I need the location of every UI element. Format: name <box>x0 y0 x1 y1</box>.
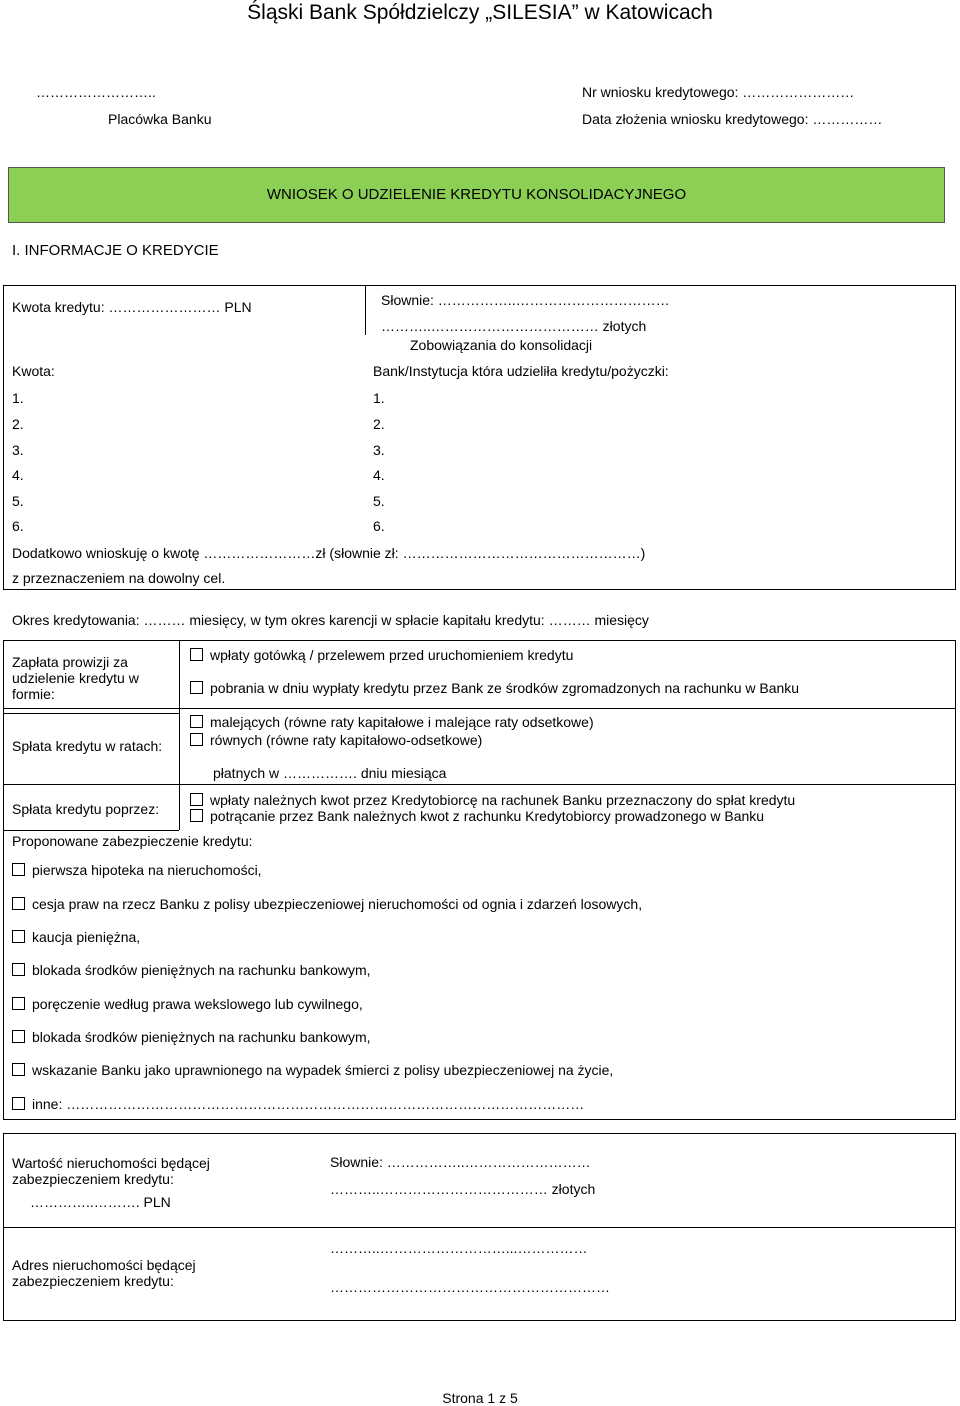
lender-row[interactable]: 1. <box>373 390 385 406</box>
security-heading: Proponowane zabezpieczenie kredytu: <box>12 833 253 849</box>
application-date-field[interactable]: Data złożenia wniosku kredytowego: …………… <box>582 111 883 127</box>
property-value-label: Wartość nieruchomości będącej zabezpieczeniem kredytu: <box>12 1155 210 1187</box>
commission-option[interactable]: pobrania w dniu wypłaty kredytu przez Bank ze środków zgromadzonych na rachunku w Banku <box>190 680 799 696</box>
security-option[interactable]: cesja praw na rzecz Banku z polisy ubezpieczeniowej nieruchomości od ognia i zdarzeń losowych, <box>12 896 642 912</box>
security-option[interactable]: inne: ………………………………………………………………………………………………… <box>12 1096 584 1112</box>
checkbox-icon[interactable] <box>12 1030 25 1043</box>
credit-period-field[interactable]: Okres kredytowania: ……… miesięcy, w tym okres karencji w spłacie kapitału kredytu: ……… miesięcy <box>12 612 649 628</box>
branch-label: Placówka Banku <box>108 111 212 127</box>
checkbox-icon[interactable] <box>190 733 203 746</box>
checkbox-icon[interactable] <box>12 997 25 1010</box>
checkbox-icon[interactable] <box>12 963 25 976</box>
commission-label: Zapłata prowizji za udzielenie kredytu w formie: <box>12 654 139 702</box>
security-option[interactable]: blokada środków pieniężnych na rachunku bankowym, <box>12 962 371 978</box>
lender-row[interactable]: 3. <box>373 442 385 458</box>
divider <box>365 285 366 335</box>
amount-in-words-field[interactable]: Słownie: ……………..…………………………… <box>381 292 670 308</box>
lender-column-label: Bank/Instytucja która udzieliła kredytu/pożyczki: <box>373 363 669 379</box>
additional-amount-field[interactable]: Dodatkowo wnioskuję o kwotę ……………………zł (słownie zł: ……………………………………………) <box>12 545 646 561</box>
security-option[interactable]: kaucja pieniężna, <box>12 929 140 945</box>
installment-option[interactable]: malejących (równe raty kapitałowe i malejące raty odsetkowe) <box>190 714 594 730</box>
checkbox-icon[interactable] <box>12 930 25 943</box>
amount-row[interactable]: 4. <box>12 467 24 483</box>
checkbox-icon[interactable] <box>12 863 25 876</box>
divider <box>3 1227 956 1228</box>
page-number: Strona 1 z 5 <box>442 1390 518 1406</box>
divider <box>3 713 179 714</box>
lender-row[interactable]: 4. <box>373 467 385 483</box>
payable-day-field[interactable]: płatnych w ……………. dniu miesiąca <box>213 765 447 781</box>
property-address-line2[interactable]: …………………………………………………… <box>330 1279 610 1295</box>
additional-amount-purpose: z przeznaczeniem na dowolny cel. <box>12 570 226 586</box>
checkbox-icon[interactable] <box>190 648 203 661</box>
amount-row[interactable]: 3. <box>12 442 24 458</box>
property-value-words-field[interactable]: Słownie: ……………..……………………… <box>330 1154 591 1170</box>
payments-box <box>3 640 956 1120</box>
security-option[interactable]: poręczenie według prawa wekslowego lub cywilnego, <box>12 996 363 1012</box>
security-option[interactable]: wskazanie Banku jako uprawnionego na wypadek śmierci z polisy ubezpieczeniowej na życie, <box>12 1062 613 1078</box>
form-title: WNIOSEK O UDZIELENIE KREDYTU KONSOLIDACYJNEGO <box>266 186 687 203</box>
commission-option[interactable]: wpłaty gotówką / przelewem przed uruchomieniem kredytu <box>190 647 573 663</box>
checkbox-icon[interactable] <box>190 715 203 728</box>
checkbox-icon[interactable] <box>190 681 203 694</box>
amount-row[interactable]: 1. <box>12 390 24 406</box>
checkbox-icon[interactable] <box>190 809 203 822</box>
security-option[interactable]: blokada środków pieniężnych na rachunku bankowym, <box>12 1029 371 1045</box>
lender-row[interactable]: 6. <box>373 518 385 534</box>
lender-row[interactable]: 2. <box>373 416 385 432</box>
amount-row[interactable]: 5. <box>12 493 24 509</box>
property-value-field[interactable]: …………..………. PLN <box>30 1194 171 1210</box>
section-heading: I. INFORMACJE O KREDYCIE <box>12 242 219 259</box>
amount-row[interactable]: 2. <box>12 416 24 432</box>
divider <box>3 830 179 831</box>
lender-row[interactable]: 5. <box>373 493 385 509</box>
checkbox-icon[interactable] <box>12 1063 25 1076</box>
repayment-option[interactable]: wpłaty należnych kwot przez Kredytobiorcę na rachunek Banku przeznaczony do spłat kredytu <box>190 792 795 808</box>
property-address-label: Adres nieruchomości będącej zabezpieczeniem kredytu: <box>12 1257 196 1289</box>
property-address-field[interactable]: ………..………………………...…………… <box>330 1240 588 1256</box>
checkbox-icon[interactable] <box>12 1097 25 1110</box>
application-number-field[interactable]: Nr wniosku kredytowego: …………………… <box>582 84 855 100</box>
form-title-banner <box>8 167 945 223</box>
bank-title: Śląski Bank Spółdzielczy „SILESIA” w Katowicach <box>247 1 713 24</box>
security-option[interactable]: pierwsza hipoteka na nieruchomości, <box>12 862 262 878</box>
repayment-label: Spłata kredytu poprzez: <box>12 801 160 817</box>
installments-label: Spłata kredytu w ratach: <box>12 738 163 754</box>
checkbox-icon[interactable] <box>190 793 203 806</box>
divider <box>3 708 956 709</box>
amount-in-words-line2[interactable]: ………..……………………………… złotych <box>381 318 647 334</box>
branch-field[interactable]: …………………….. <box>36 84 156 100</box>
loan-amount-field[interactable]: Kwota kredytu: …………………… PLN <box>12 299 252 315</box>
checkbox-icon[interactable] <box>12 897 25 910</box>
installment-option[interactable]: równych (równe raty kapitałowo-odsetkowe) <box>190 732 482 748</box>
property-value-words-line2[interactable]: ………..……………………………… złotych <box>330 1181 596 1197</box>
divider <box>3 784 956 785</box>
repayment-option[interactable]: potrącanie przez Bank należnych kwot z rachunku Kredytobiorcy prowadzonego w Banku <box>190 808 764 824</box>
consolidation-heading: Zobowiązania do konsolidacji <box>410 337 593 353</box>
divider <box>179 640 180 830</box>
amount-row[interactable]: 6. <box>12 518 24 534</box>
amount-column-label: Kwota: <box>12 363 55 379</box>
